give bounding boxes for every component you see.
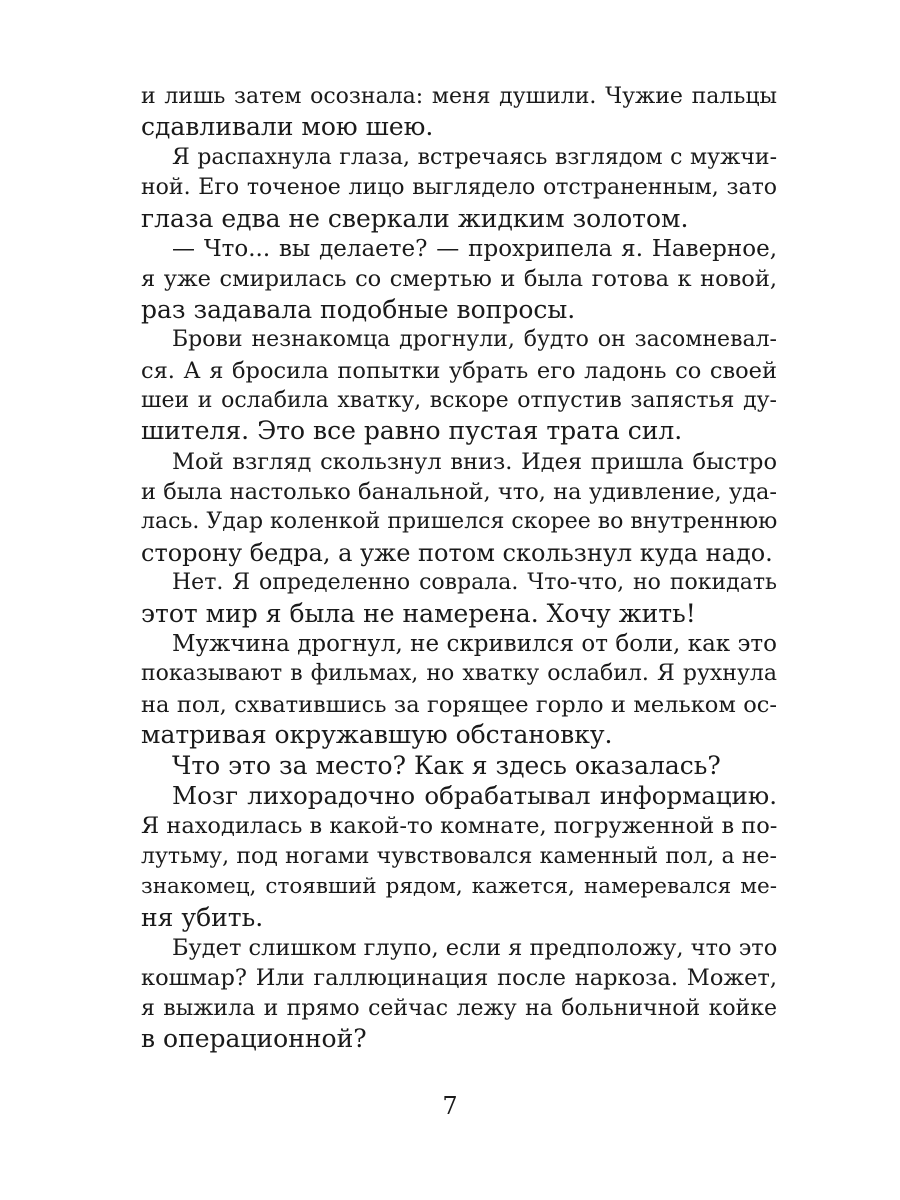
text-line: и была настолько банальной, что, на удивление, уда- — [141, 479, 777, 506]
page-body-text — [141, 82, 777, 1055]
text-line: ня убить. — [141, 902, 264, 932]
text-line: лась. Удар коленкой пришелся скорее во внутреннюю — [141, 509, 778, 535]
text-line: Нет. Я определенно соврала. Что-что, но покидать — [172, 570, 777, 596]
text-line: Будет слишком глупо, если я предположу, что это — [172, 934, 778, 961]
text-line: раз задавала подобные вопросы. — [141, 294, 576, 324]
text-line: сдавливали мою шею. — [141, 112, 434, 142]
text-line: матривая окружавшую обстановку. — [141, 720, 613, 750]
text-line: Что это за место? Как я здесь оказалась? — [172, 750, 721, 780]
text-line: Мужчина дрогнул, не скривился от боли, как это — [172, 631, 777, 658]
text-line: показывают в фильмах, но хватку ослабил. Я рухнула — [141, 661, 777, 687]
text-line: шителя. Это все равно пустая трата сил. — [141, 416, 683, 446]
text-line: я уже смирилась со смертью и была готова к новой, — [141, 266, 777, 293]
text-line: знакомец, стоявший рядом, кажется, намеревался ме- — [141, 874, 777, 900]
text-line: — Что... вы делаете? — прохрипела я. Наверное, — [172, 235, 777, 262]
text-line: ной. Его точеное лицо выглядело отстраненным, зато — [141, 175, 777, 201]
text-line: ся. А я бросила попытки убрать его ладонь со своей — [141, 357, 777, 384]
text-line: Мозг лихорадочно обрабатывал информацию. — [172, 780, 777, 810]
text-line: Я распахнула глаза, встречаясь взглядом с мужчи- — [172, 144, 777, 170]
text-line: и лишь затем осознала: меня душили. Чужие пальцы — [141, 84, 777, 109]
text-line: Я находилась в какой-то комнате, погруженной в по- — [141, 813, 778, 840]
text-line: Мой взгляд скользнул вниз. Идея пришла быстро — [172, 448, 777, 475]
text-line: я выжила и прямо сейчас лежу на больничной койке — [141, 995, 777, 1021]
text-line: на пол, схватившись за горящее горло и мельком ос- — [141, 691, 777, 718]
text-line: глаза едва не сверкали жидким золотом. — [141, 203, 689, 233]
page-number: 7 — [442, 1092, 458, 1120]
text-line: этот мир я была не намерена. Хочу жить! — [141, 598, 696, 628]
text-line: в операционной? — [141, 1024, 367, 1054]
text-line: Брови незнакомца дрогнули, будто он засомневал- — [172, 327, 777, 353]
text-line: сторону бедра, а уже потом скользнул куда надо. — [141, 538, 773, 567]
text-line: шеи и ослабила хватку, вскоре отпустив запястья ду- — [141, 387, 777, 413]
text-line: кошмар? Или галлюцинация после наркоза. Может, — [141, 965, 777, 992]
text-line: лутьму, под ногами чувствовался каменный пол, а не- — [141, 843, 777, 869]
